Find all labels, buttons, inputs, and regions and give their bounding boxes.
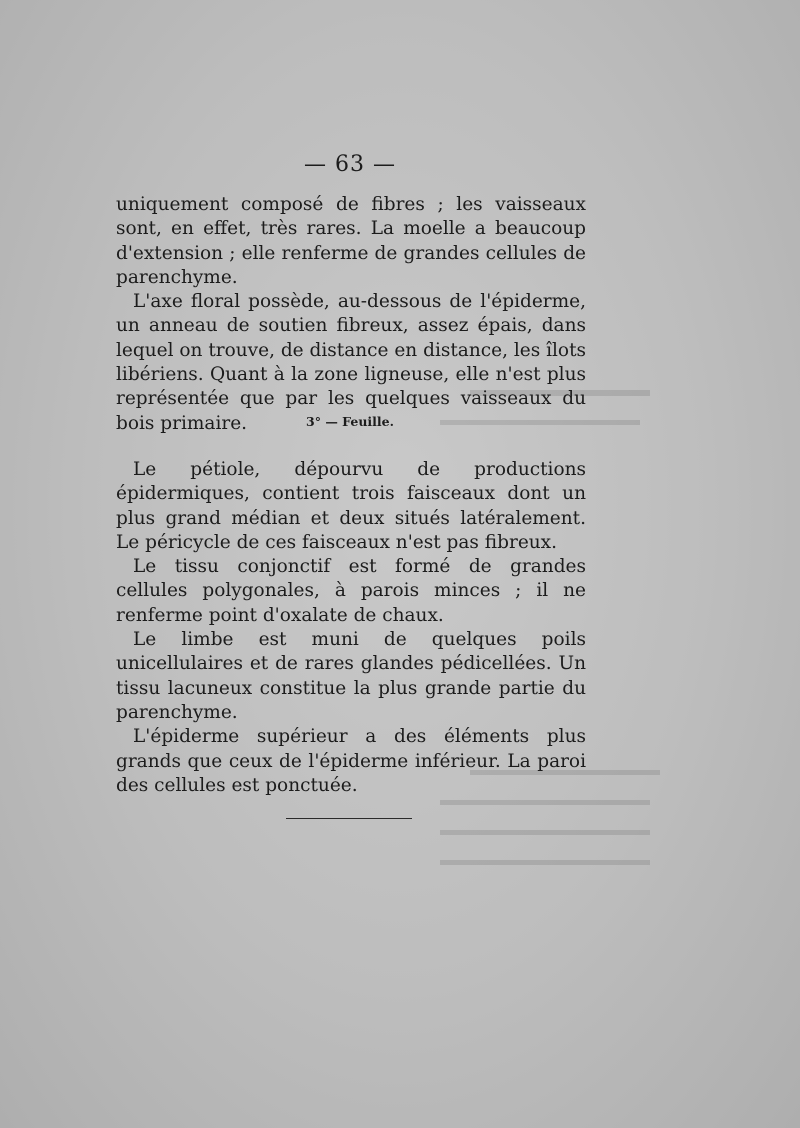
paragraph: L'axe floral possède, au-dessous de l'épiderme, un anneau de soutien fibreux, assez épais, dans lequel on trouve, de distance en distance, les îlots libériens. Quant à la zone ligneuse, elle n'est plus représentée que par les quelques vaisseaux du bois primaire. <box>116 291 586 434</box>
section-heading: 3° — Feuille. <box>306 414 394 429</box>
text-block-top <box>116 193 586 436</box>
paragraph: Le tissu conjonctif est formé de grandes cellules polygonales, à parois minces ; il ne renferme point d'oxalate de chaux. <box>116 556 586 626</box>
end-rule <box>286 818 412 819</box>
paragraph: Le limbe est muni de quelques poils unicellulaires et de rares glandes pédicellées. Un tissu lacuneux constitue la plus grande partie du parenchyme. <box>116 629 586 723</box>
page-number: — 63 — <box>304 152 396 177</box>
paragraph: L'épiderme supérieur a des éléments plus grands que ceux de l'épiderme inférieur. La paroi des cellules est ponctuée. <box>116 726 586 796</box>
paragraph: uniquement composé de fibres ; les vaisseaux sont, en effet, très rares. La moelle a beaucoup d'extension ; elle renferme de grandes cellules de parenchyme. <box>116 194 586 288</box>
text-block-bottom <box>116 458 586 798</box>
paragraph: Le pétiole, dépourvu de productions épidermiques, contient trois faisceaux dont un plus grand médian et deux situés latéralement. Le péricycle de ces faisceaux n'est pas fibreux. <box>116 459 586 553</box>
